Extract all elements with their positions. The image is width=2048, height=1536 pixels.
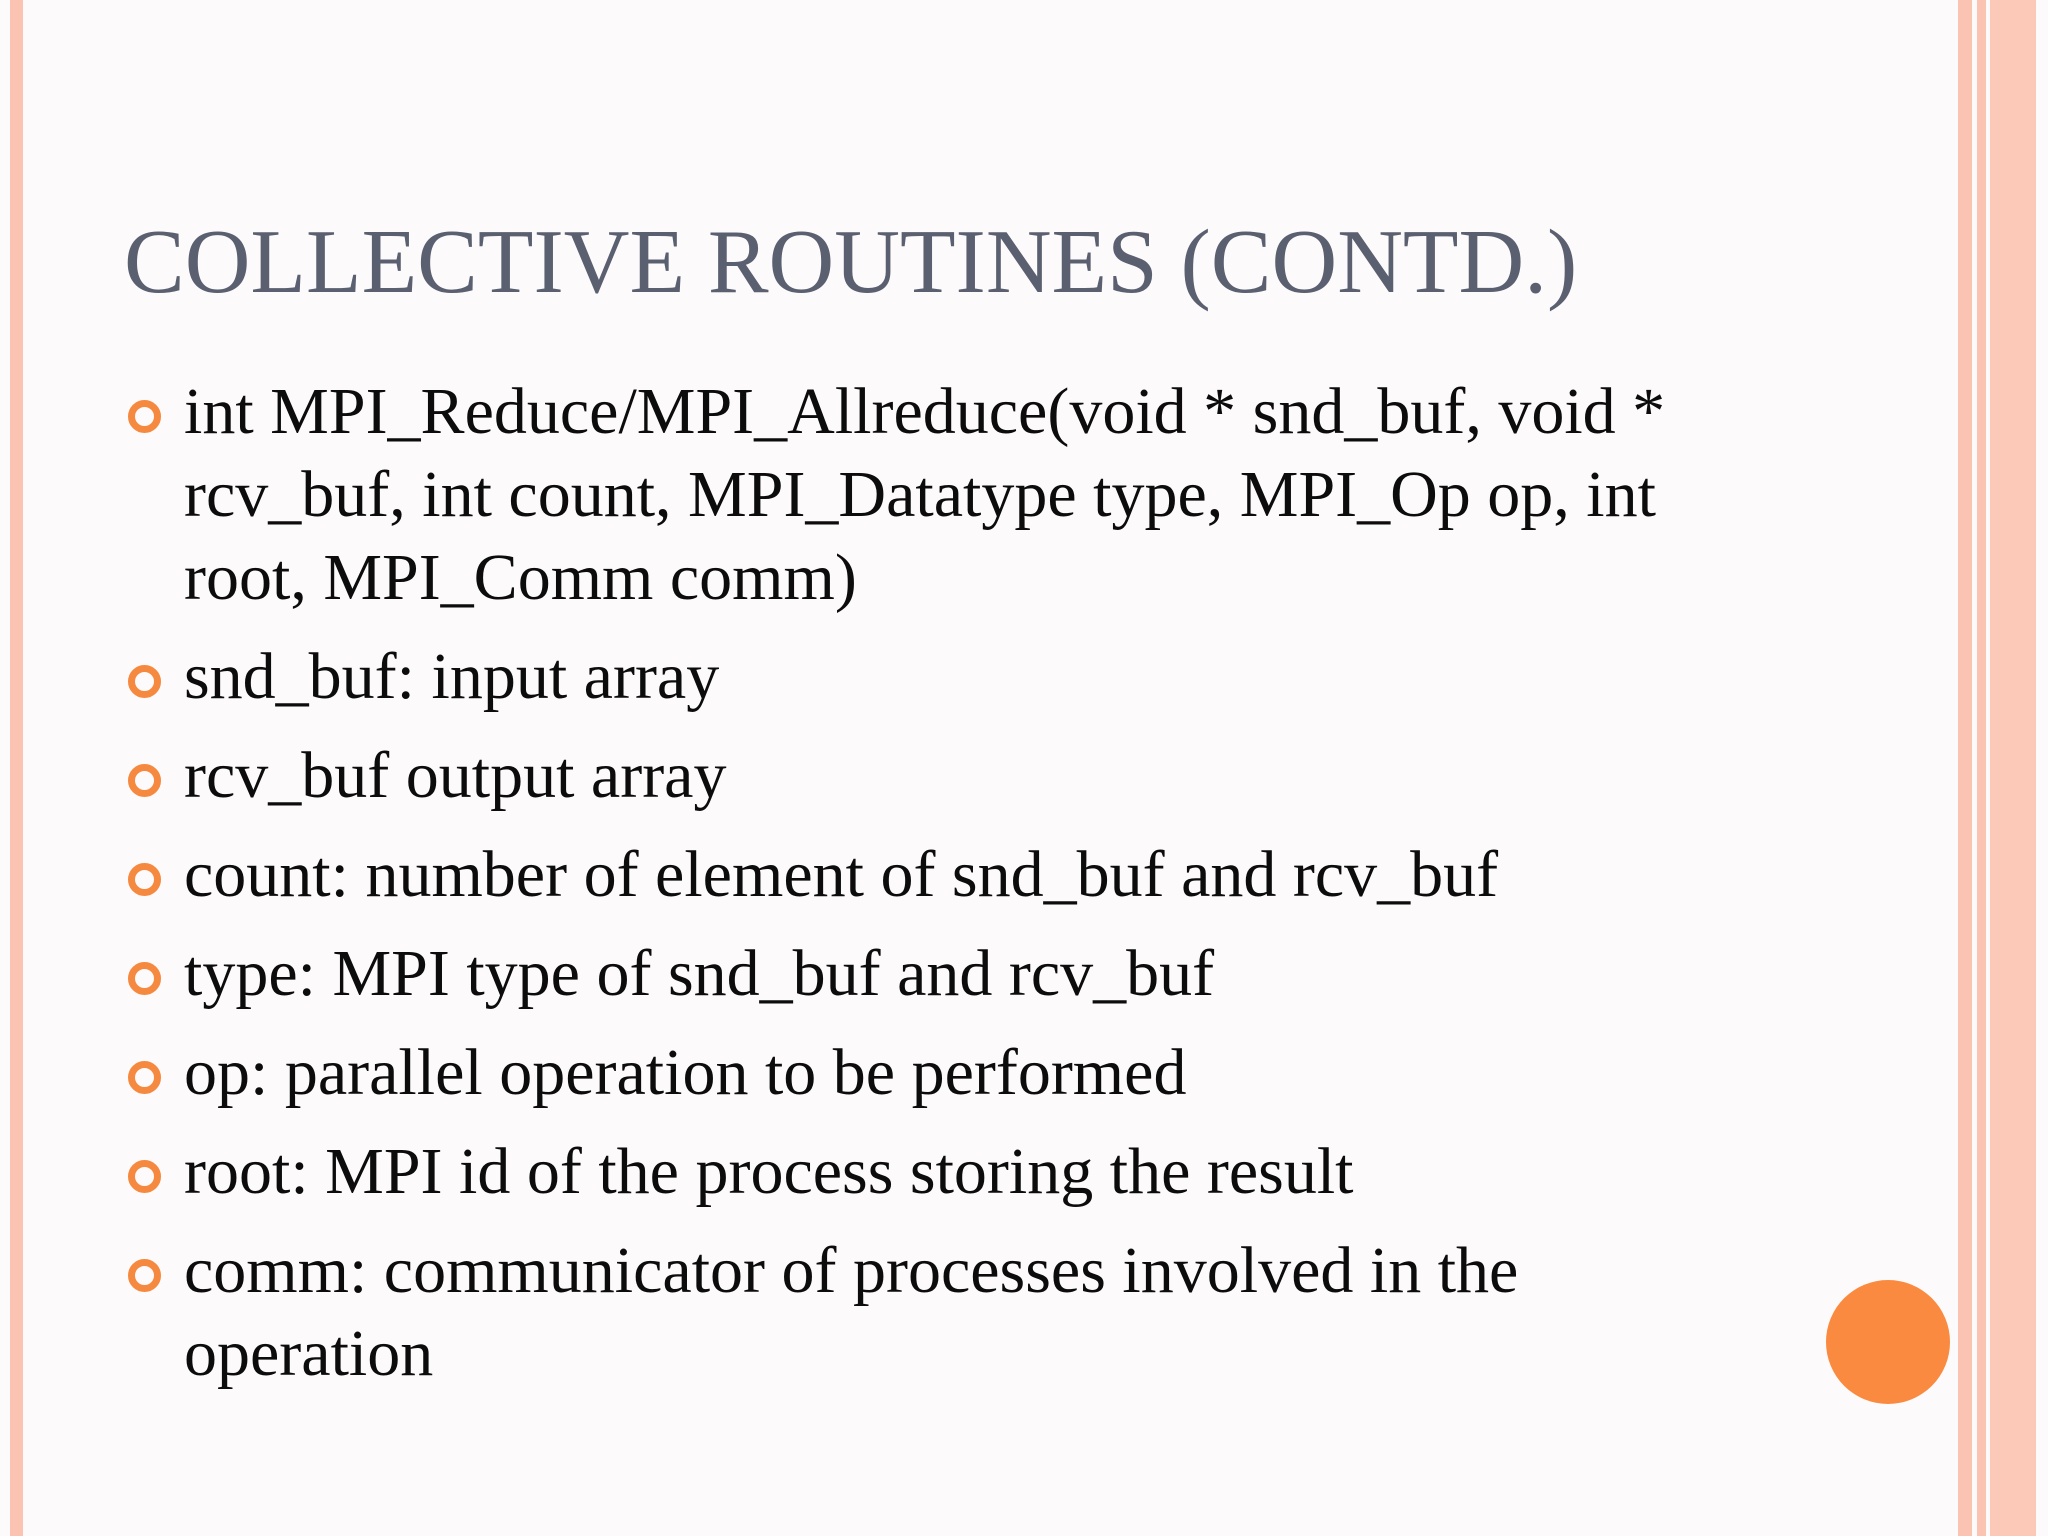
ring-bullet-icon <box>128 764 161 797</box>
ring-bullet-icon <box>128 665 161 698</box>
bullet-item <box>128 1229 1768 1395</box>
bullet-text: snd_buf: input array <box>184 640 720 713</box>
slide-title: COLLECTIVE ROUTINES (CONTD.) <box>124 211 1578 312</box>
bullet-item <box>128 635 1768 718</box>
bullet-text: int MPI_Reduce/MPI_Allreduce(void * snd_buf, void * rcv_buf, int count, MPI_Datatype type, MPI_Op op, int root, MPI_Comm comm) <box>184 375 1666 614</box>
bullet-list <box>128 370 1768 1411</box>
bullet-item <box>128 370 1768 619</box>
bullet-item <box>128 1130 1768 1213</box>
ring-bullet-icon <box>128 1160 161 1193</box>
bullet-item <box>128 932 1768 1015</box>
bullet-item <box>128 734 1768 817</box>
orange-circle-icon <box>1826 1280 1950 1404</box>
left-border-stripe <box>10 0 23 1536</box>
right-border-stripe <box>1958 0 1972 1536</box>
bullet-text: type: MPI type of snd_buf and rcv_buf <box>184 937 1215 1010</box>
bullet-text: rcv_buf output array <box>184 739 727 812</box>
ring-bullet-icon <box>128 400 161 433</box>
right-border-stripe <box>1977 0 1986 1536</box>
bullet-text: root: MPI id of the process storing the result <box>184 1135 1354 1208</box>
bullet-text: comm: communicator of processes involved in the operation <box>184 1234 1519 1390</box>
ring-bullet-icon <box>128 962 161 995</box>
bullet-text: count: number of element of snd_buf and rcv_buf <box>184 838 1499 911</box>
right-border-stripe <box>1990 0 2036 1536</box>
bullet-item <box>128 1031 1768 1114</box>
ring-bullet-icon <box>128 863 161 896</box>
ring-bullet-icon <box>128 1061 161 1094</box>
bullet-item <box>128 833 1768 916</box>
bullet-text: op: parallel operation to be performed <box>184 1036 1187 1109</box>
ring-bullet-icon <box>128 1259 161 1292</box>
